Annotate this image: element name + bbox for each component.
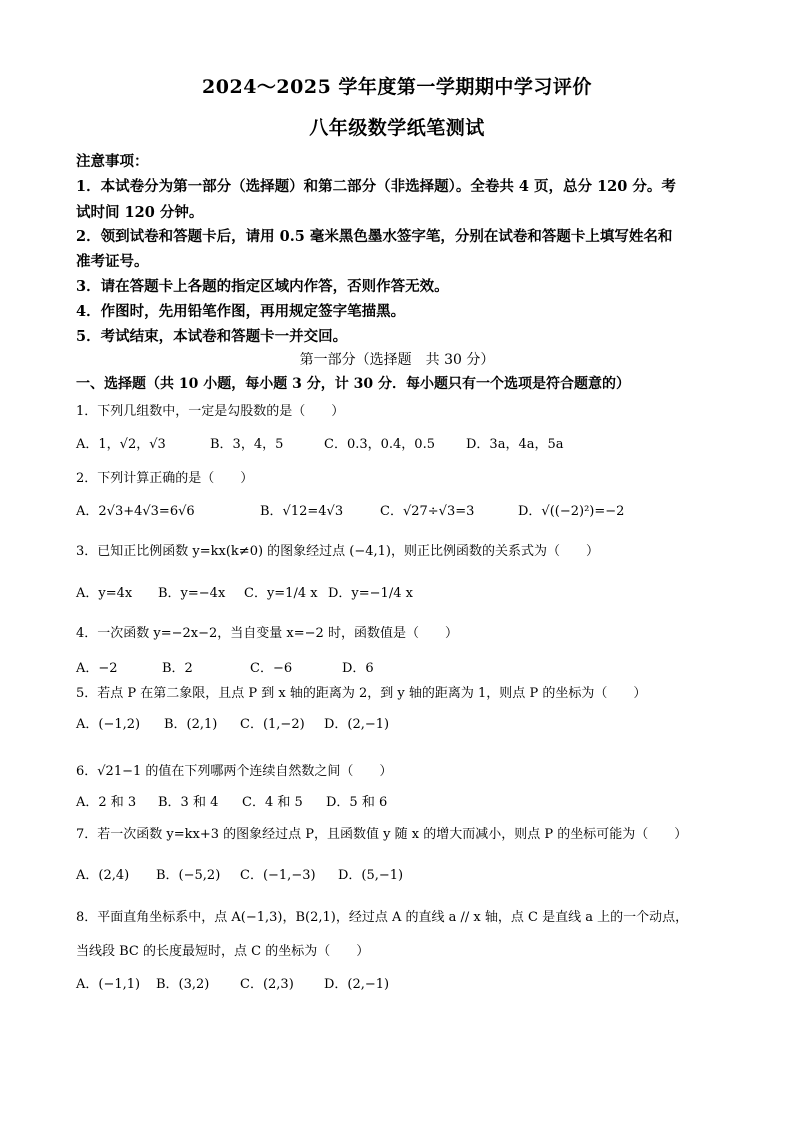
note-2a: 2．领到试卷和答题卡后，请用 0.5 毫米黑色墨水签字笔，分别在试卷和答题卡上填写姓名和 [76, 228, 673, 245]
note-5: 5．考试结束，本试卷和答题卡一并交回。 [76, 328, 348, 345]
question-1-options [76, 433, 564, 452]
question-8-options [76, 973, 389, 992]
notes-heading: 注意事项： [76, 153, 149, 170]
note-1b: 试时间 120 分钟。 [76, 204, 204, 221]
question-2-option-b[interactable]: B．√12=4√3 [260, 504, 344, 519]
question-3-option-c[interactable]: C．y=1/4 x [244, 586, 318, 601]
exam-subtitle: 八年级数学纸笔测试 [309, 117, 485, 139]
question-6-stem: 6．√21−1 的值在下列哪两个连续自然数之间（ ） [76, 764, 393, 779]
question-1-option-d[interactable]: D．3a，4a，5a [466, 437, 564, 452]
question-4-options [76, 657, 374, 676]
question-2-options [76, 500, 624, 519]
question-2-option-d[interactable]: D．√((−2)²)=−2 [518, 504, 625, 519]
question-1-option-c[interactable]: C．0.3，0.4，0.5 [324, 437, 435, 452]
question-6-option-b[interactable]: B．3 和 4 [158, 795, 219, 810]
question-6-option-d[interactable]: D．5 和 6 [326, 795, 388, 810]
question-3-option-b[interactable]: B．y=−4x [158, 586, 226, 601]
note-3: 3．请在答题卡上各题的指定区域内作答，否则作答无效。 [76, 278, 449, 295]
question-5-stem: 5．若点 P 在第二象限，且点 P 到 x 轴的距离为 2，到 y 轴的距离为 1，则点 P 的坐标为（ ） [76, 686, 647, 701]
question-4-option-c[interactable]: C．−6 [250, 661, 293, 676]
question-5-option-c[interactable]: C．(1,−2) [240, 717, 305, 732]
question-1-option-b[interactable]: B．3，4，5 [210, 437, 284, 452]
question-3-options [76, 582, 413, 601]
question-8-stem-line-1: 8．平面直角坐标系中，点 A(−1,3)，B(2,1)，经过点 A 的直线 a // x 轴，点 C 是直线 a 上的一个动点， [76, 910, 689, 925]
question-6-option-a[interactable]: A．2 和 3 [76, 795, 137, 810]
exam-title: 2024～2025 学年度第一学期期中学习评价 [202, 76, 592, 98]
part1-heading: 第一部分（选择题 共 30 分） [299, 352, 495, 368]
question-5-options [76, 713, 389, 732]
question-7-option-a[interactable]: A．(2,4) [76, 868, 130, 883]
question-8-option-d[interactable]: D．(2,−1) [324, 977, 390, 992]
question-2-option-a[interactable]: A．2√3+4√3=6√6 [76, 504, 195, 519]
question-8-stem-line-2: 当线段 BC 的长度最短时，点 C 的坐标为（ ） [76, 944, 370, 959]
question-2-stem: 2．下列计算正确的是（ ） [76, 471, 254, 486]
note-4: 4．作图时，先用铅笔作图，再用规定签字笔描黑。 [76, 303, 406, 320]
question-7-options [76, 864, 403, 883]
question-6-options [76, 791, 387, 810]
question-8-option-c[interactable]: C．(2,3) [240, 977, 294, 992]
question-4-option-a[interactable]: A．−2 [76, 661, 118, 676]
question-1-stem: 1．下列几组数中，一定是勾股数的是（ ） [76, 404, 345, 419]
question-6-option-c[interactable]: C．4 和 5 [242, 795, 303, 810]
question-5-option-b[interactable]: B．(2,1) [164, 717, 218, 732]
question-4-option-b[interactable]: B．2 [162, 661, 193, 676]
question-7-stem: 7．若一次函数 y=kx+3 的图象经过点 P，且函数值 y 随 x 的增大而减小，则点 P 的坐标可能为（ ） [76, 827, 688, 842]
question-7-option-c[interactable]: C．(−1,−3) [240, 868, 316, 883]
question-3-stem: 3．已知正比例函数 y=kx(k≠0) 的图象经过点 (−4,1)，则正比例函数的关系式为（ ） [76, 544, 600, 559]
question-5-option-d[interactable]: D．(2,−1) [324, 717, 390, 732]
question-3-option-a[interactable]: A．y=4x [76, 586, 133, 601]
question-1-option-a[interactable]: A．1，√2，√3 [76, 437, 166, 452]
question-2-option-c[interactable]: C．√27÷√3=3 [380, 504, 475, 519]
note-2b: 准考证号。 [76, 253, 149, 270]
section-heading: 一、选择题（共 10 小题，每小题 3 分，计 30 分．每小题只有一个选项是符合题意的） [76, 376, 630, 392]
question-3-option-d[interactable]: D．y=−1/4 x [328, 586, 413, 601]
question-4-stem: 4．一次函数 y=−2x−2，当自变量 x=−2 时，函数值是（ ） [76, 626, 458, 641]
question-5-option-a[interactable]: A．(−1,2) [76, 717, 141, 732]
question-8-option-b[interactable]: B．(3,2) [156, 977, 210, 992]
question-7-option-d[interactable]: D．(5,−1) [338, 868, 404, 883]
note-1a: 1．本试卷分为第一部分（选择题）和第二部分（非选择题）。全卷共 4 页，总分 120 分。考 [76, 178, 676, 195]
question-7-option-b[interactable]: B．(−5,2) [156, 868, 221, 883]
question-8-option-a[interactable]: A．(−1,1) [76, 977, 141, 992]
question-4-option-d[interactable]: D．6 [342, 661, 374, 676]
